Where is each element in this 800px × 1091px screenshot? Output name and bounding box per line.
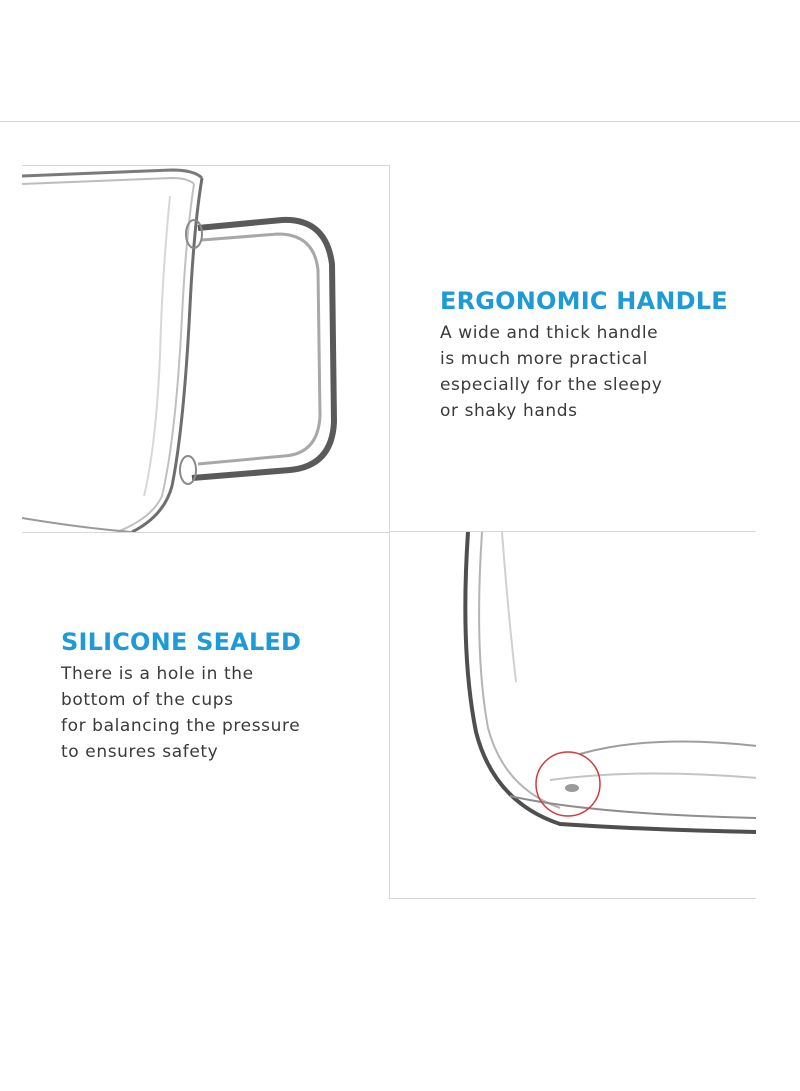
- feature-line: to ensures safety: [61, 742, 219, 762]
- glass-mug-handle-illustration: [22, 166, 390, 533]
- handle-closeup-image: [22, 165, 390, 533]
- feature-line: is much more practical: [440, 349, 648, 369]
- feature-line: A wide and thick handle: [440, 323, 659, 343]
- feature-line: especially for the sleepy: [440, 375, 663, 395]
- ergonomic-handle-feature: [440, 286, 780, 424]
- feature-line: bottom of the cups: [61, 690, 234, 710]
- air-hole: [565, 784, 579, 792]
- bottom-closeup-image: [389, 531, 756, 899]
- feature-title: ERGONOMIC HANDLE: [440, 287, 728, 315]
- feature-line: or shaky hands: [440, 401, 578, 421]
- glass-cup-bottom-illustration: [390, 532, 756, 899]
- feature-line: for balancing the pressure: [61, 716, 301, 736]
- top-divider: [0, 121, 800, 122]
- silicone-sealed-feature: [61, 627, 381, 765]
- feature-line: There is a hole in the: [61, 664, 254, 684]
- feature-title: SILICONE SEALED: [61, 628, 302, 656]
